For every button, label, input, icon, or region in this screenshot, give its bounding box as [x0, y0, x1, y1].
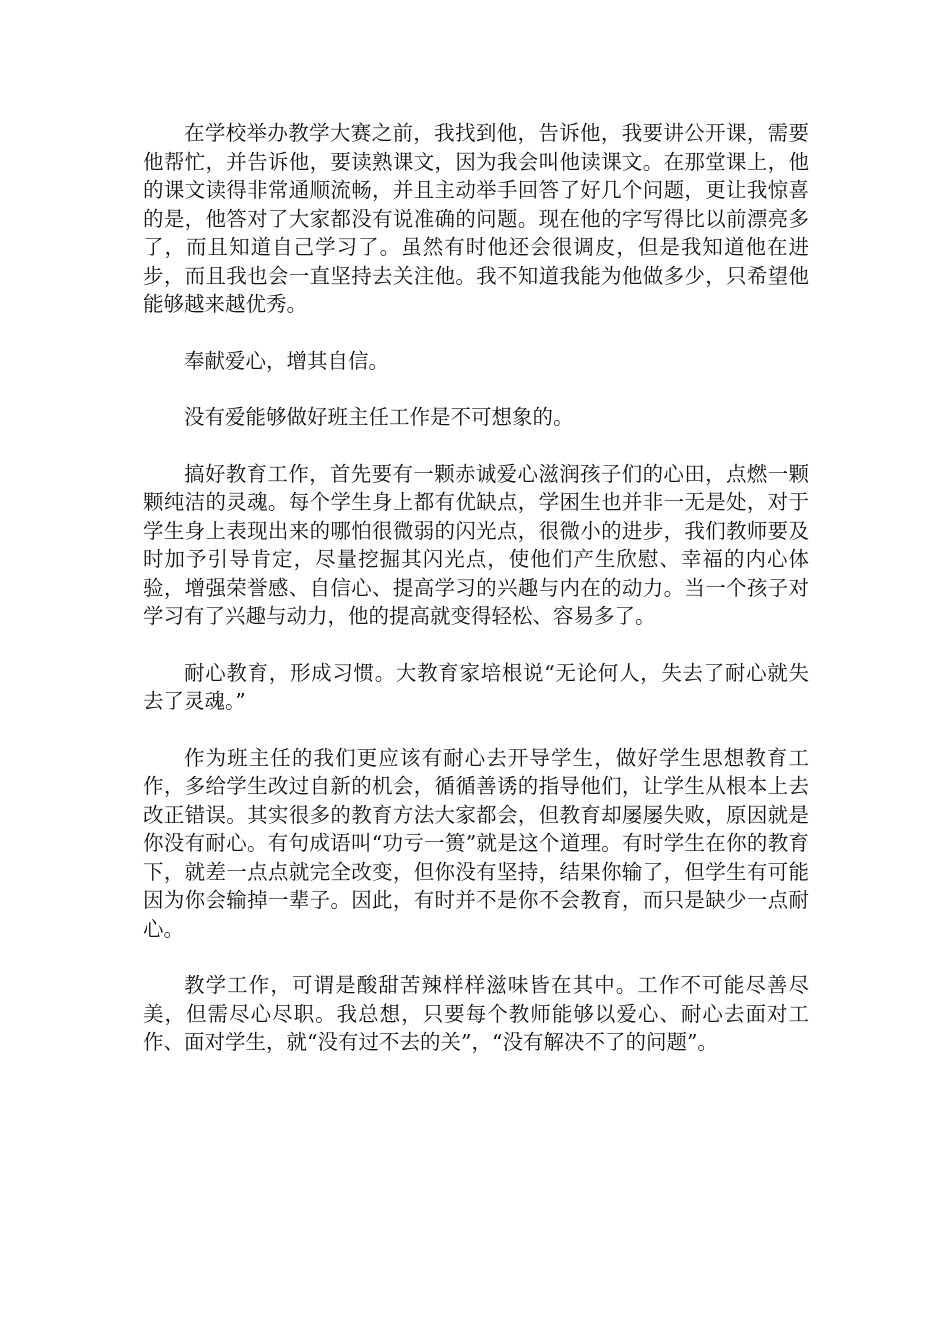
paragraph-love-essential: 没有爱能够做好班主任工作是不可想象的。	[184, 405, 574, 429]
paragraph-public-class-story: 在学校举办教学大赛之前，我找到他，告诉他，我要讲公开课，需要他帮忙，并告诉他，要读熟课文，因为我会叫他读课文。在那堂课上，他的课文读得非常通顺流畅，并且主动举手回答了好几个问题，更让我惊喜的是，他答对了大家都没有说准确的问题。现在他的字写得比以前漂亮多了，而且知道自己学习了。虽然有时他还会很调皮，但是我知道他在进步，而且我也会一直坚持去关注他。我不知道我能为他做多少，只希望他能够越来越优秀。	[143, 121, 809, 316]
document-page	[143, 119, 809, 1085]
paragraph-head-teacher-patience: 作为班主任的我们更应该有耐心去开导学生，做好学生思想教育工作，多给学生改过自新的机会，循循善诱的指导他们，让学生从根本上去改正错误。其实很多的教育方法大家都会，但教育却屡屡失败，原因就是你没有耐心。有句成语叫“功亏一篑”就是这个道理。有时学生在你的教育下，就差一点点就完全改变，但你没有坚持，结果你输了，但学生有可能因为你会输掉一辈子。因此，有时并不是你不会教育，而只是缺少一点耐心。	[143, 745, 809, 941]
paragraph-education-work: 搞好教育工作，首先要有一颗赤诚爱心滋润孩子们的心田，点燃一颗颗纯洁的灵魂。每个学生身上都有优缺点，学困生也并非一无是处，对于学生身上表现出来的哪怕很微弱的闪光点，很微小的进步，我们教师要及时加予引导肯定，尽量挖掘其闪光点，使他们产生欣慰、幸福的内心体验，增强荣誉感、自信心、提高学习的兴趣与内在的动力。当一个孩子对学习有了兴趣与动力，他的提高就变得轻松、容易多了。	[143, 461, 809, 628]
paragraph-conclusion: 教学工作，可谓是酸甜苦辣样样滋味皆在其中。工作不可能尽善尽美，但需尽心尽职。我总想，只要每个教师能够以爱心、耐心去面对工作、面对学生，就“没有过不去的关”，“没有解决不了的问题”。	[143, 973, 809, 1054]
paragraph-patience-heading: 耐心教育，形成习惯。大教育家培根说“无论何人，失去了耐心就失去了灵魂。”	[143, 660, 809, 713]
paragraph-devote-love-heading: 奉献爱心，增其自信。	[184, 348, 389, 373]
